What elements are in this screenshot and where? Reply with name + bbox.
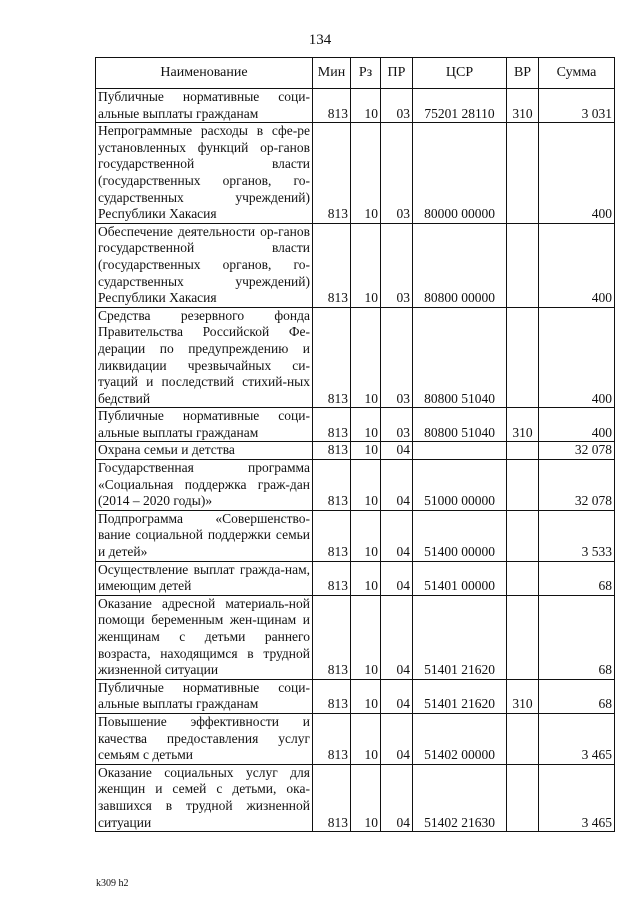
row-min: 813 xyxy=(313,764,351,831)
row-rz: 10 xyxy=(351,123,381,224)
row-sum: 3 031 xyxy=(539,89,615,123)
row-name: Публичные нормативные соци-альные выплаты гражданам xyxy=(96,89,313,123)
row-name: Государственная программа «Социальная поддержка граж-дан (2014 – 2020 годы)» xyxy=(96,460,313,511)
column-header-sum: Сумма xyxy=(539,58,615,89)
row-min: 813 xyxy=(313,89,351,123)
row-pr: 04 xyxy=(381,679,413,713)
row-name: Обеспечение деятельности ор-ганов государственной власти (государственных органов, го-сударственных учреждений) Республики Хакасия xyxy=(96,223,313,307)
row-vr xyxy=(507,595,539,679)
row-pr: 03 xyxy=(381,307,413,408)
row-vr xyxy=(507,561,539,595)
row-rz: 10 xyxy=(351,679,381,713)
row-vr xyxy=(507,307,539,408)
row-pr: 04 xyxy=(381,595,413,679)
row-rz: 10 xyxy=(351,89,381,123)
row-sum: 32 078 xyxy=(539,460,615,511)
table-row xyxy=(96,442,615,460)
row-csr: 80800 51040 xyxy=(413,408,507,442)
row-min: 813 xyxy=(313,510,351,561)
table-row xyxy=(96,764,615,831)
table-row xyxy=(96,561,615,595)
row-min: 813 xyxy=(313,223,351,307)
row-csr: 80000 00000 xyxy=(413,123,507,224)
table-row xyxy=(96,679,615,713)
row-csr: 51000 00000 xyxy=(413,460,507,511)
row-name: Оказание социальных услуг для женщин и семей с детьми, ока-завшихся в трудной жизненной ситуации xyxy=(96,764,313,831)
column-header-pr: ПР xyxy=(381,58,413,89)
row-sum: 400 xyxy=(539,408,615,442)
row-vr xyxy=(507,123,539,224)
row-name: Непрограммные расходы в сфе-ре установленных функций ор-ганов государственной власти (государственных органов, го-сударственных учреждений) Республики Хакасия xyxy=(96,123,313,224)
row-sum: 68 xyxy=(539,595,615,679)
header-row xyxy=(96,58,615,89)
row-name: Охрана семьи и детства xyxy=(96,442,313,460)
row-pr: 04 xyxy=(381,561,413,595)
row-sum: 32 078 xyxy=(539,442,615,460)
row-vr xyxy=(507,713,539,764)
table-row xyxy=(96,123,615,224)
row-csr: 75201 28110 xyxy=(413,89,507,123)
row-min: 813 xyxy=(313,307,351,408)
row-csr: 51401 00000 xyxy=(413,561,507,595)
row-csr: 51401 21620 xyxy=(413,595,507,679)
row-rz: 10 xyxy=(351,307,381,408)
row-name: Средства резервного фонда Правительства Российской Фе-дерации по предупреждению и ликвидации чрезвычайных си-туаций и последствий стихий-ных бедствий xyxy=(96,307,313,408)
table-row xyxy=(96,460,615,511)
row-csr xyxy=(413,442,507,460)
column-header-min: Мин xyxy=(313,58,351,89)
budget-table xyxy=(95,57,615,832)
table-row xyxy=(96,89,615,123)
row-sum: 3 533 xyxy=(539,510,615,561)
row-csr: 51402 21630 xyxy=(413,764,507,831)
row-name: Оказание адресной материаль-ной помощи беременным жен-щинам и женщинам с детьми раннего возраста, находящимся в трудной жизненной ситуации xyxy=(96,595,313,679)
row-csr: 80800 51040 xyxy=(413,307,507,408)
row-name: Повышение эффективности и качества предоставления услуг семьям с детьми xyxy=(96,713,313,764)
row-pr: 03 xyxy=(381,408,413,442)
row-min: 813 xyxy=(313,408,351,442)
row-pr: 04 xyxy=(381,442,413,460)
row-rz: 10 xyxy=(351,442,381,460)
row-rz: 10 xyxy=(351,460,381,511)
row-min: 813 xyxy=(313,679,351,713)
row-name: Публичные нормативные соци-альные выплаты гражданам xyxy=(96,679,313,713)
row-vr xyxy=(507,764,539,831)
row-sum: 400 xyxy=(539,307,615,408)
row-sum: 68 xyxy=(539,679,615,713)
row-vr: 310 xyxy=(507,408,539,442)
row-csr: 51400 00000 xyxy=(413,510,507,561)
row-rz: 10 xyxy=(351,595,381,679)
row-rz: 10 xyxy=(351,561,381,595)
row-min: 813 xyxy=(313,561,351,595)
table-row xyxy=(96,510,615,561)
table-row xyxy=(96,595,615,679)
column-header-name: Наименование xyxy=(96,58,313,89)
footer-code: k309 h2 xyxy=(96,878,129,889)
row-pr: 03 xyxy=(381,223,413,307)
row-csr: 51401 21620 xyxy=(413,679,507,713)
row-sum: 3 465 xyxy=(539,764,615,831)
row-sum: 3 465 xyxy=(539,713,615,764)
row-rz: 10 xyxy=(351,223,381,307)
row-vr: 310 xyxy=(507,89,539,123)
row-rz: 10 xyxy=(351,764,381,831)
table-row xyxy=(96,307,615,408)
row-pr: 04 xyxy=(381,713,413,764)
column-header-vr: ВР xyxy=(507,58,539,89)
row-pr: 04 xyxy=(381,764,413,831)
row-sum: 400 xyxy=(539,223,615,307)
page-number: 134 xyxy=(308,32,332,48)
row-csr: 80800 00000 xyxy=(413,223,507,307)
row-pr: 04 xyxy=(381,510,413,561)
row-pr: 04 xyxy=(381,460,413,511)
row-min: 813 xyxy=(313,123,351,224)
row-vr: 310 xyxy=(507,679,539,713)
row-sum: 68 xyxy=(539,561,615,595)
row-sum: 400 xyxy=(539,123,615,224)
row-pr: 03 xyxy=(381,123,413,224)
row-vr xyxy=(507,510,539,561)
table-row xyxy=(96,713,615,764)
row-rz: 10 xyxy=(351,713,381,764)
column-header-rz: Рз xyxy=(351,58,381,89)
row-min: 813 xyxy=(313,460,351,511)
row-rz: 10 xyxy=(351,408,381,442)
row-pr: 03 xyxy=(381,89,413,123)
row-min: 813 xyxy=(313,595,351,679)
row-rz: 10 xyxy=(351,510,381,561)
row-vr xyxy=(507,460,539,511)
row-vr xyxy=(507,442,539,460)
row-name: Публичные нормативные соци-альные выплаты гражданам xyxy=(96,408,313,442)
row-min: 813 xyxy=(313,713,351,764)
column-header-csr: ЦСР xyxy=(413,58,507,89)
row-name: Подпрограмма «Совершенство-вание социальной поддержки семьи и детей» xyxy=(96,510,313,561)
row-min: 813 xyxy=(313,442,351,460)
table-row xyxy=(96,408,615,442)
row-name: Осуществление выплат гражда-нам, имеющим детей xyxy=(96,561,313,595)
row-vr xyxy=(507,223,539,307)
table-row xyxy=(96,223,615,307)
row-csr: 51402 00000 xyxy=(413,713,507,764)
